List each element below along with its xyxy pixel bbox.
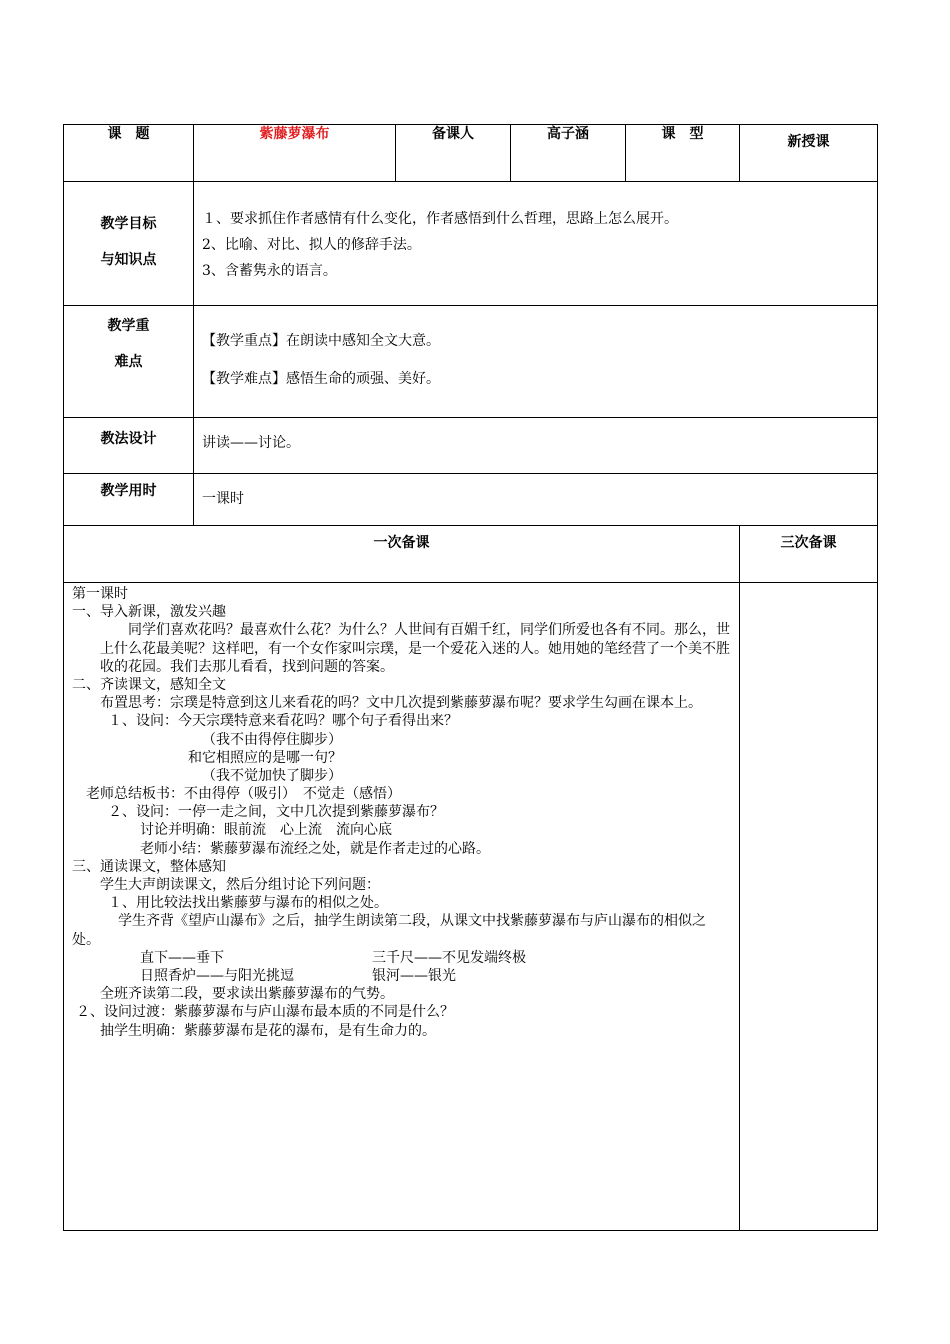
body-line: 抽学生明确：紫藤萝瀑布是花的瀑布，是有生命力的。 — [100, 1022, 436, 1039]
difficulty-label — [64, 306, 194, 418]
body-line: 二、齐读课文，感知全文 — [72, 676, 226, 693]
body-line: 和它相照应的是哪一句？ — [188, 749, 342, 766]
comparison-pair-1 — [72, 949, 731, 967]
goals-content — [194, 182, 878, 306]
method-content — [194, 418, 878, 474]
goal-item-1: １、要求抓住作者感情有什么变化，作者感悟到什么哲理，思路上怎么展开。 — [202, 211, 678, 227]
body-line: 全班齐读第二段，要求读出紫藤萝瀑布的气势。 — [100, 986, 394, 1003]
body-line: （我不由得停住脚步） — [202, 731, 342, 748]
body-line: （我不觉加快了脚步） — [202, 767, 342, 784]
body-paragraph: 布置思考：宗璞是特意到这儿来看花的吗？文中几次提到紫藤萝瀑布呢？要求学生勾画在课本上。 — [100, 695, 702, 712]
goals-label-line2: 与知识点 — [100, 252, 157, 268]
comparison-left-1: 直下——垂下 — [140, 949, 224, 966]
body-line: 一、导入新课，激发兴趣 — [72, 604, 226, 621]
method-label — [64, 418, 194, 474]
difficulty-label-line2: 难点 — [114, 354, 143, 370]
comparison-pair-2 — [72, 967, 731, 985]
lesson-title: 紫藤萝瀑布 — [194, 125, 396, 182]
goal-item-2: 2、比喻、对比、拟人的修辞手法。 — [202, 237, 421, 253]
body-line: 学生大声朗读课文，然后分组讨论下列问题： — [100, 877, 380, 893]
third-prep-content — [740, 583, 878, 1231]
goals-row — [64, 182, 878, 306]
method-label-text: 教法设计 — [100, 431, 157, 447]
body-line: 老师总结板书：不由得停（吸引） 不觉走（感悟） — [86, 786, 401, 803]
preparer-label: 备课人 — [396, 125, 511, 182]
hard-point: 【教学难点】感悟生命的顽强、美好。 — [202, 371, 440, 387]
preparer-name: 高子涵 — [511, 125, 626, 182]
body-line: 第一课时 — [72, 586, 128, 602]
hours-label-text: 教学用时 — [100, 483, 157, 499]
body-line: ２、设问过渡：紫藤萝瀑布与庐山瀑布最本质的不同是什么？ — [76, 1004, 454, 1021]
topic-label: 课 题 — [64, 125, 194, 182]
hours-content — [194, 474, 878, 526]
body-paragraph: 学生齐背《望庐山瀑布》之后，抽学生朗读第二段，从课文中找紫藤萝瀑布与庐山瀑布的相似之处。 — [72, 913, 706, 948]
method-row — [64, 418, 878, 474]
goals-label-line1: 教学目标 — [100, 216, 157, 232]
header-row — [64, 125, 878, 182]
lesson-type-value: 新授课 — [740, 125, 878, 182]
difficulty-content — [194, 306, 878, 418]
comparison-right-1: 三千尺——不见发端终极 — [372, 949, 526, 966]
method-value: 讲读——讨论。 — [202, 435, 300, 451]
lesson-type-label: 课 型 — [626, 125, 740, 182]
third-prep-header: 三次备课 — [740, 526, 878, 583]
hours-row — [64, 474, 878, 526]
goal-item-3: 3、含蓄隽永的语言。 — [202, 263, 337, 279]
body-line: １、设问：今天宗璞特意来看花吗？哪个句子看得出来？ — [108, 713, 458, 730]
comparison-left-2: 日照香炉——与阳光挑逗 — [140, 967, 294, 984]
body-line: 老师小结：紫藤萝瀑布流经之处，就是作者走过的心路。 — [140, 840, 490, 857]
body-line: ２、设问：一停一走之间，文中几次提到紫藤萝瀑布？ — [108, 804, 444, 821]
hours-label — [64, 474, 194, 526]
lesson-plan-table — [63, 124, 878, 1231]
lesson-plan-page — [63, 124, 877, 1231]
first-prep-content — [64, 583, 740, 1231]
comparison-right-2: 银河——银光 — [372, 967, 456, 984]
prep-header-row — [64, 526, 878, 583]
first-prep-header: 一次备课 — [64, 526, 740, 583]
hours-value: 一课时 — [202, 491, 244, 507]
body-line: 三、通读课文，整体感知 — [72, 858, 226, 875]
body-line: １、用比较法找出紫藤萝与瀑布的相似之处。 — [108, 895, 388, 912]
difficulty-label-line1: 教学重 — [107, 318, 150, 334]
body-row — [64, 583, 878, 1231]
difficulty-row — [64, 306, 878, 418]
body-paragraph: 同学们喜欢花吗？最喜欢什么花？为什么？人世间有百媚千红，同学们所爱也各有不同。那么，世上什么花最美呢？这样吧，有一个女作家叫宗璞，是一个爱花入迷的人。她用她的笔经营了一个美不胜收的花园。我们去那儿看看，找到问题的答案。 — [100, 622, 730, 675]
goals-label — [64, 182, 194, 306]
body-line: 讨论并明确：眼前流 心上流 流向心底 — [140, 822, 392, 839]
key-point: 【教学重点】在朗读中感知全文大意。 — [202, 333, 440, 349]
